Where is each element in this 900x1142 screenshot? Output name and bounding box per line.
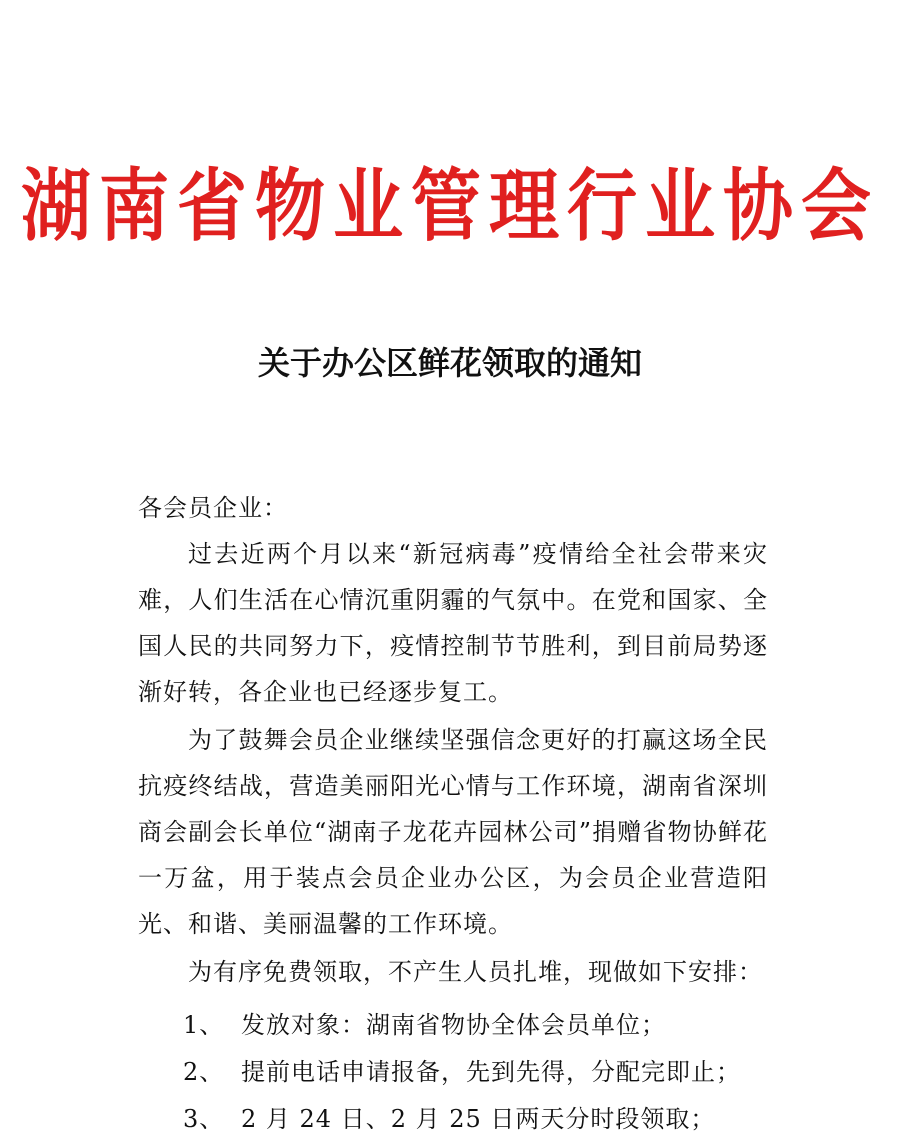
list-item (183, 1049, 741, 1095)
list-item (183, 1002, 666, 1048)
salutation: 各会员企业： (138, 494, 288, 522)
list-item-number: 2、 (183, 1058, 225, 1086)
organization-header: 湖南省物业管理行业协会 (21, 160, 879, 252)
paragraph-2: 为了鼓舞会员企业继续坚强信念更好的打赢这场全民抗疫终结战，营造美丽阳光心情与工作环境，湖南省深圳商会副会长单位“湖南子龙花卉园林公司”捐赠省物协鲜花一万盆，用于装点会员企业办公区，为会员企业营造阳光、和谐、美丽温馨的工作环境。 (138, 726, 768, 938)
paragraph-3: 为有序免费领取，不产生人员扎堆，现做如下安排： (188, 958, 763, 986)
list-item (183, 1096, 715, 1142)
list-item-text: 发放对象：湖南省物协全体会员单位； (241, 1011, 666, 1039)
paragraph-1: 过去近两个月以来“新冠病毒”疫情给全社会带来灾难，人们生活在心情沉重阴霾的气氛中。在党和国家、全国人民的共同努力下，疫情控制节节胜利，到目前局势逐渐好转，各企业也已经逐步复工。 (138, 540, 768, 706)
list-item-number: 3、 (183, 1105, 225, 1133)
list-item-number: 1、 (183, 1011, 225, 1039)
notice-title: 关于办公区鲜花领取的通知 (257, 344, 642, 382)
list-item-text: 2 月 24 日、2 月 25 日两天分时段领取； (241, 1105, 716, 1133)
list-item-text: 提前电话申请报备，先到先得，分配完即止； (241, 1058, 741, 1086)
